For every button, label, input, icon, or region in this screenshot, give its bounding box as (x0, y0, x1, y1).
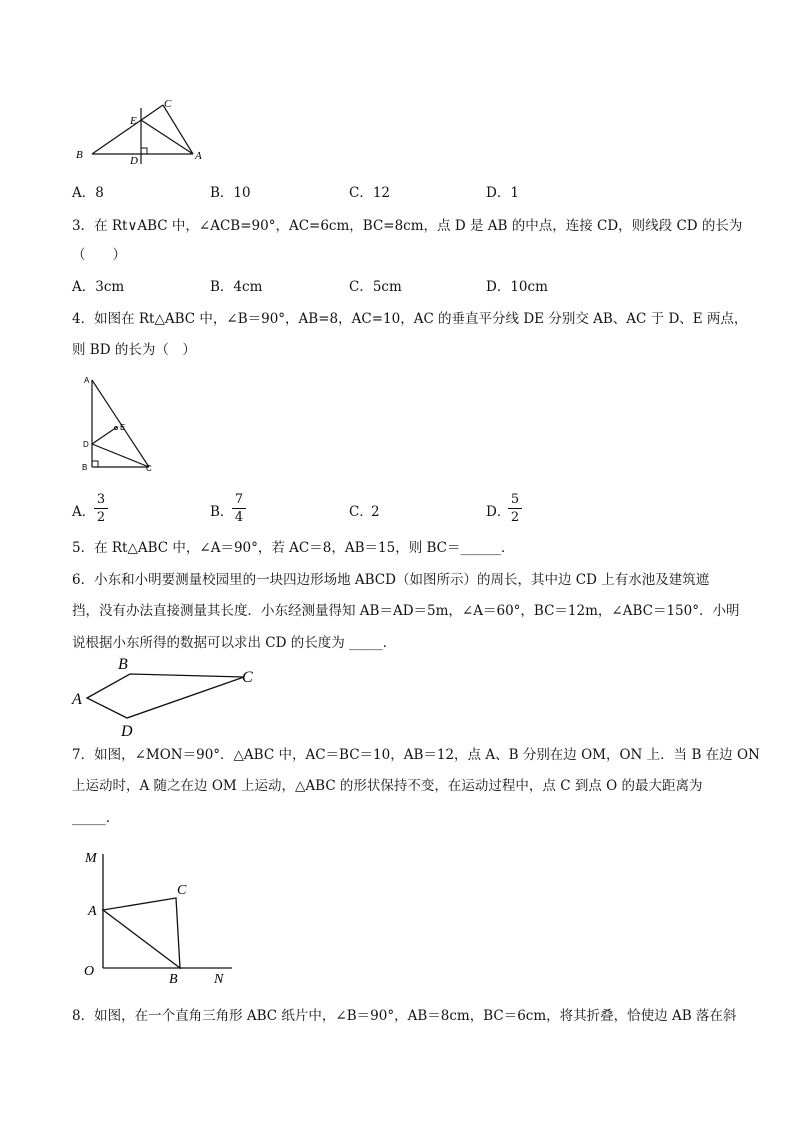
fig-label-C: C (146, 464, 152, 473)
q2-option-b[interactable]: B．10 (210, 185, 251, 201)
q4-option-c[interactable] (349, 492, 409, 528)
q4-option-a[interactable] (72, 492, 132, 528)
denominator: 2 (510, 510, 520, 525)
q8-stem-line1: 8．如图，在一个直角三角形 ABC 纸片中，∠B＝90°，AB＝8cm，BC＝6cm，将其折叠，恰使边 AB 落在斜 (72, 1008, 737, 1024)
fig-label-B: B (82, 463, 88, 472)
denominator: 2 (96, 510, 106, 525)
q6-figure (66, 652, 266, 742)
fig-label-O: O (84, 964, 95, 979)
numerator: 3 (96, 492, 106, 507)
q3-option-b[interactable]: B．4cm (210, 279, 263, 295)
q4-option-d[interactable] (486, 492, 546, 528)
fig-label-C: C (164, 98, 172, 110)
fig-label-N: N (214, 972, 224, 987)
q6-stem-line3: 说根据小东所得的数据可以求出 CD 的长度为 _____． (72, 635, 397, 651)
q3-option-a[interactable]: A．3cm (72, 279, 125, 295)
q4-stem-line1: 4．如图在 Rt△ABC 中，∠B＝90°，AB=8，AC=10，AC 的垂直平分线 DE 分别交 AB、AC 于 D、E 两点， (72, 311, 748, 327)
fig-label-C: C (242, 669, 253, 686)
q4-figure (78, 372, 168, 474)
q7-stem-line3: _____． (72, 810, 120, 826)
fig-label-D: D (130, 155, 138, 167)
fig-label-E: E (130, 115, 137, 127)
fig-label-A: A (72, 691, 82, 708)
q4-option-b-prefix: B． (210, 504, 234, 520)
fig-label-E: E (120, 423, 126, 432)
fig-label-B: B (76, 149, 83, 161)
q4-option-d-prefix: D． (486, 504, 511, 520)
q4-option-a-fraction (94, 492, 108, 525)
q3-stem-line1: 3．在 Rt∨ABC 中，∠ACB=90°，AC=6cm，BC=8cm，点 D 是 AB 的中点，连接 CD，则线段 CD 的长为 (72, 218, 743, 234)
fig-label-A: A (84, 376, 90, 385)
q4-option-b[interactable] (210, 492, 270, 528)
fig-label-M: M (85, 851, 97, 866)
fig-label-B: B (118, 656, 128, 673)
q4-stem-line2: 则 BD 的长为（ ） (72, 342, 196, 358)
q4-option-c-prefix: C． (349, 504, 373, 520)
q2-figure (70, 96, 220, 176)
q7-figure (80, 846, 240, 986)
fig-label-D: D (121, 723, 133, 740)
q7-stem-line2: 上运动时，A 随之在边 OM 上运动，△ABC 的形状保持不变，在运动过程中，点 C 到点 O 的最大距离为 (72, 778, 703, 794)
q6-stem-line2: 挡，没有办法直接测量其长度．小东经测量得知 AB＝AD＝5m，∠A＝60°，BC＝12m，∠ABC＝150°．小明 (72, 603, 740, 619)
q6-stem-line1: 6．小东和小明要测量校园里的一块四边形场地 ABCD（如图所示）的周长，其中边 CD 上有水池及建筑遮 (72, 572, 710, 588)
denominator: 4 (234, 510, 244, 525)
q7-stem-line1: 7．如图，∠MON＝90°．△ABC 中，AC＝BC＝10，AB＝12，点 A、B 分别在边 OM，ON 上．当 B 在边 ON (72, 747, 760, 763)
fig-label-D: D (83, 440, 89, 449)
q5-stem: 5．在 Rt△ABC 中，∠A＝90°，若 AC＝8，AB＝15，则 BC＝______． (72, 540, 515, 556)
q2-option-c[interactable]: C．12 (349, 185, 391, 201)
q2-option-a[interactable]: A．8 (72, 185, 104, 201)
q4-option-a-prefix: A． (72, 504, 96, 520)
fig-label-B: B (169, 972, 178, 987)
q4-option-d-fraction (508, 492, 522, 525)
fig-label-C: C (177, 883, 187, 898)
q4-option-c-value: 2 (371, 504, 380, 520)
q3-option-c[interactable]: C．5cm (349, 279, 402, 295)
q3-stem-line2: （ ） (72, 247, 126, 263)
fig-label-A: A (195, 150, 202, 162)
q4-option-b-fraction (232, 492, 246, 525)
fig-label-A: A (88, 904, 97, 919)
q3-option-d[interactable]: D．10cm (486, 279, 548, 295)
numerator: 5 (510, 492, 520, 507)
q2-option-d[interactable]: D．1 (486, 185, 519, 201)
numerator: 7 (234, 492, 244, 507)
